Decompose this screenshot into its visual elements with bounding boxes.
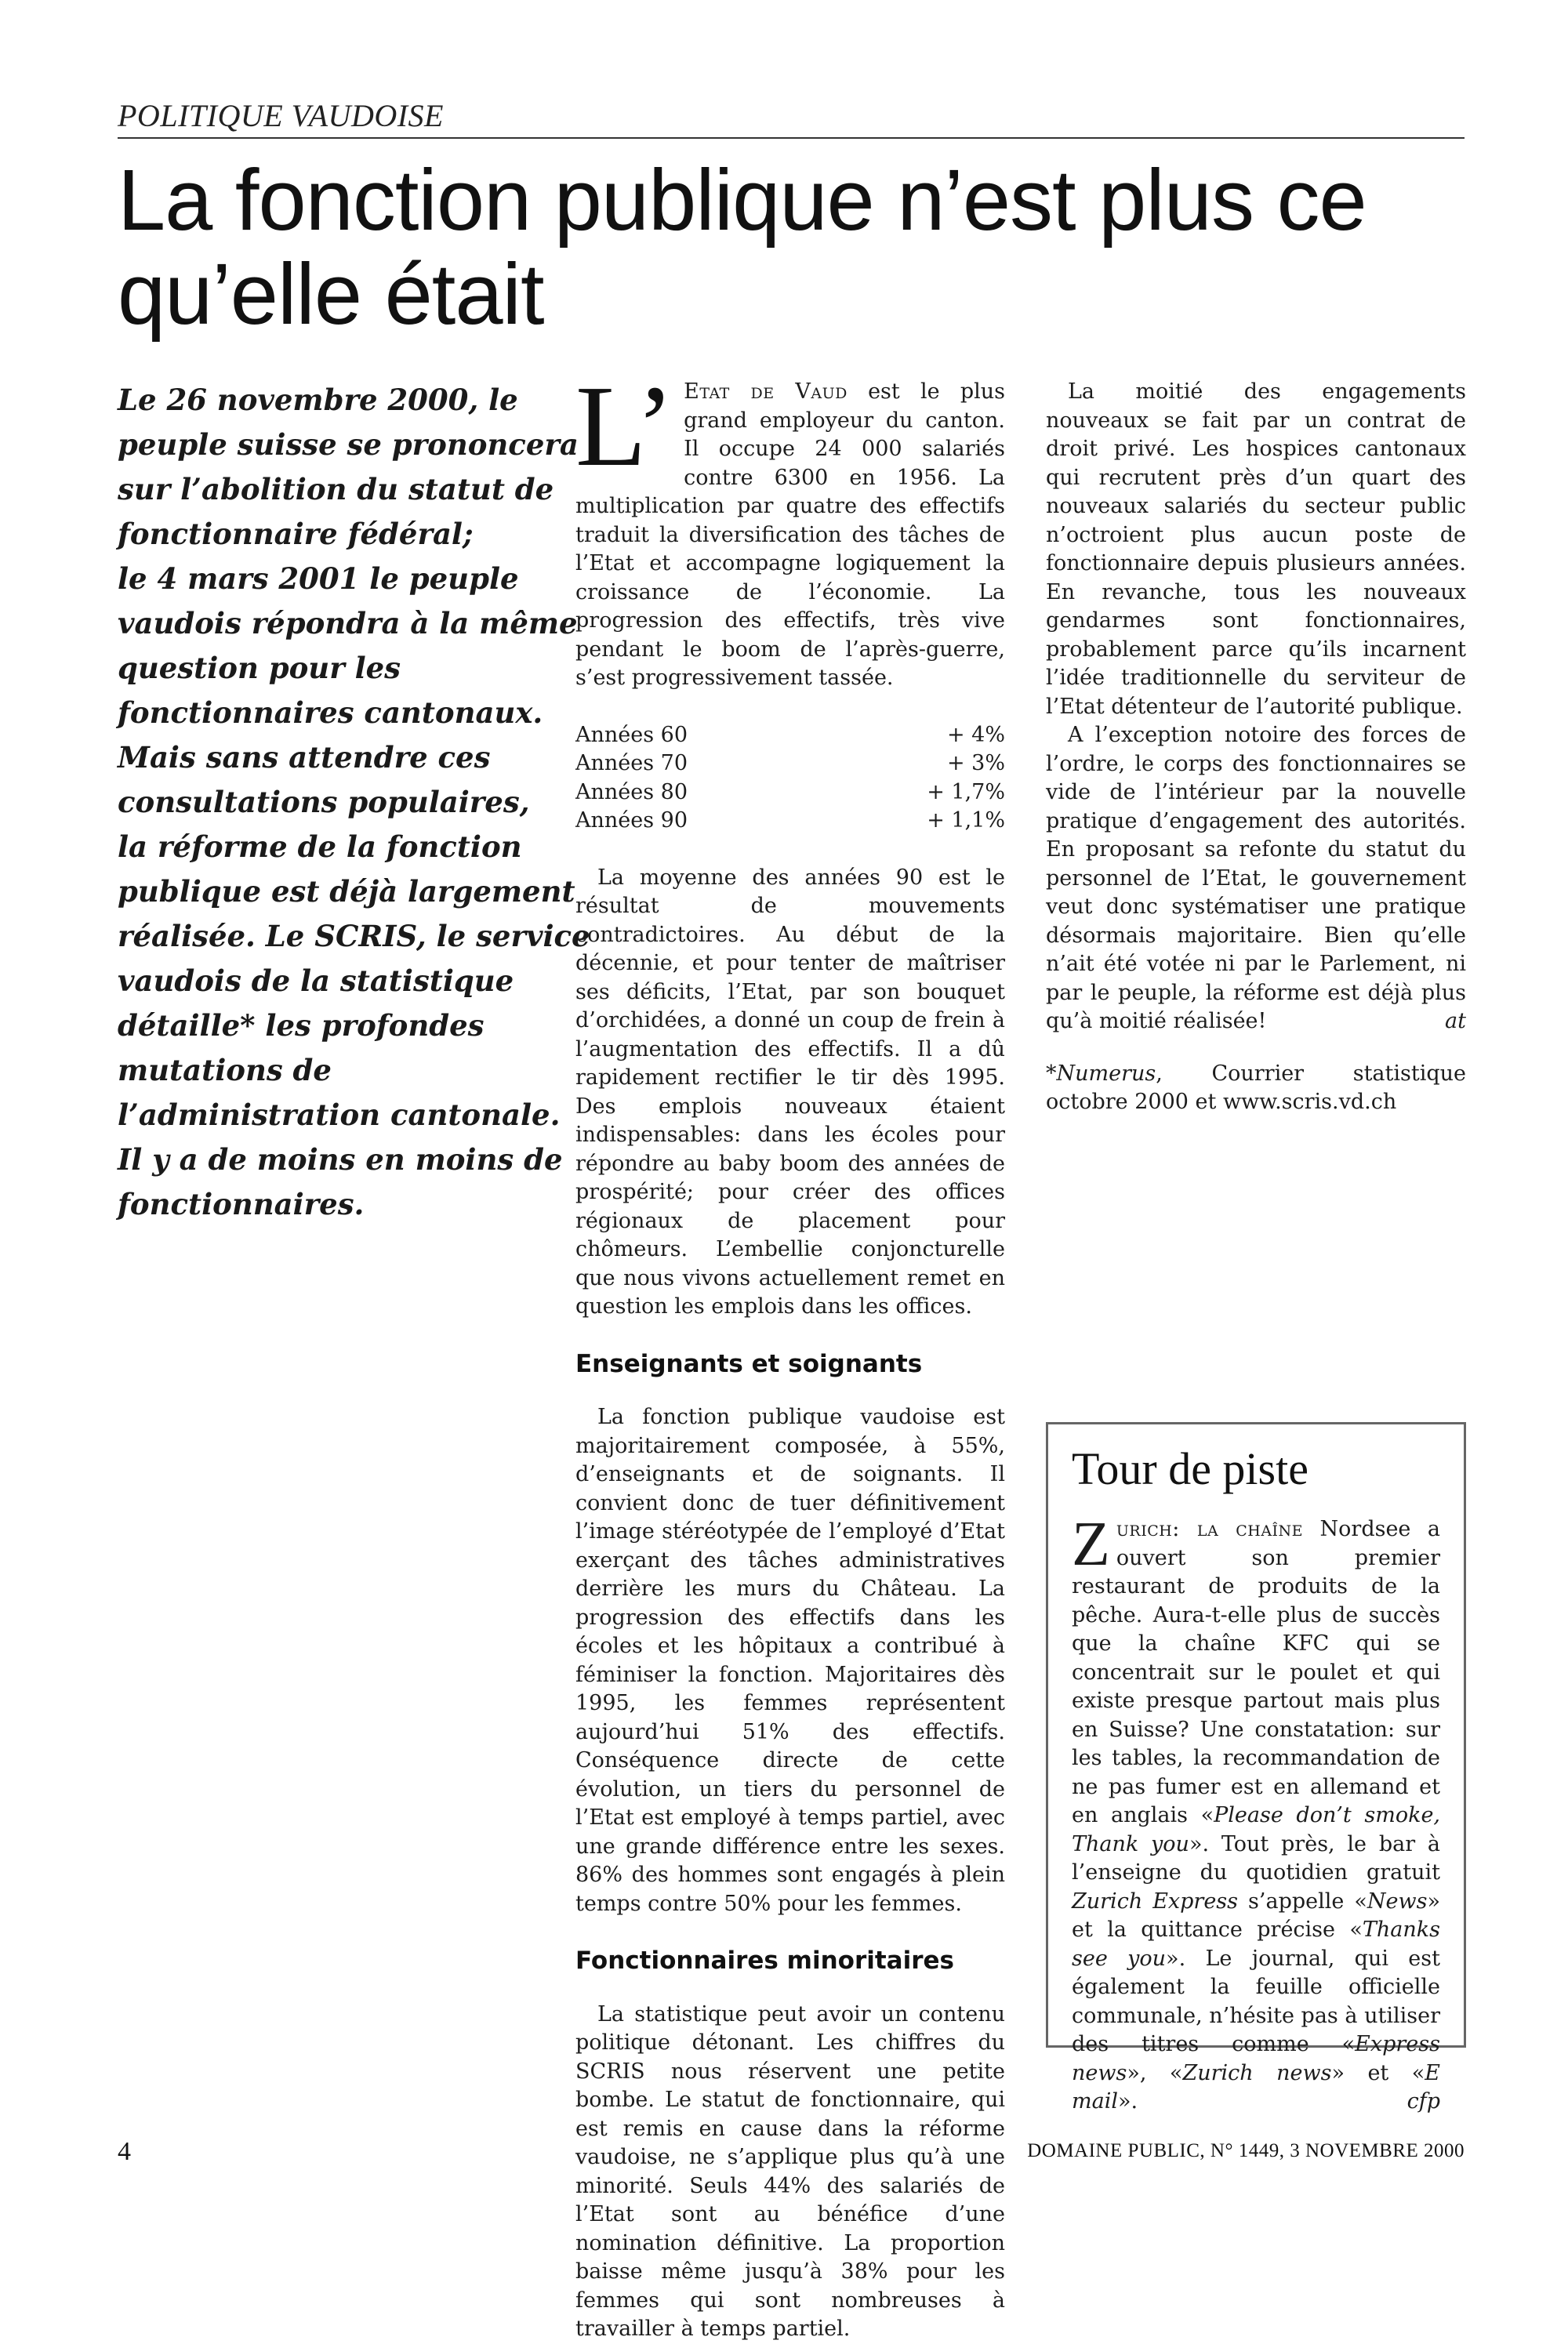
intro-smallcaps: urich: la chaîne xyxy=(1116,1517,1304,1541)
lead-line: réalisée. Le SCRIS, le service xyxy=(118,919,590,953)
article-column-right xyxy=(1046,378,1466,1117)
paragraph-text: est le plus grand employeur du canton. Il occupe 24 000 salariés contre 6300 en 1956. La multiplication par quatre des effectifs traduit la diversification des tâches de l’Etat et accompagne logiquement la croissance de l’économie. La progression des effectifs, très vive pendant le boom de l’après-guerre, s’est progressivement tassée. xyxy=(575,379,1005,690)
paragraph: La fonction publique vaudoise est majoritairement composée, à 55%, d’enseignants et de soignants. Il convient donc de tuer définitivement l’image stéréotypée de l’employé d’Etat exerçant des tâches administratives derrière les murs du Château. La progression des effectifs dans les écoles et les hôpitaux a contribué à féminiser la fonction. Majoritaires dès 1995, les femmes représentent aujourd’hui 51% des effectifs. Conséquence directe de cette évolution, un tiers du personnel de l’Etat est employé à temps partiel, avec une grande différence entre les sexes. 86% des hommes sont engagés à plein temps contre 50% pour les femmes. xyxy=(575,1405,1005,1916)
box-text-run: » et la quittance précise « xyxy=(1072,1889,1440,1942)
box-quote: Thanks see you xyxy=(1072,1918,1440,1971)
box-quote: Express news xyxy=(1072,2032,1440,2085)
sidebar-box-text xyxy=(1072,1510,1441,2117)
lead-line: fonctionnaires cantonaux. xyxy=(118,695,543,730)
lead-line: le 4 mars 2001 le peuple xyxy=(118,561,519,596)
lead-line: Le 26 novembre 2000, le xyxy=(118,383,518,417)
stat-row xyxy=(575,807,1005,836)
header-rule xyxy=(118,137,1465,139)
lead-line: mutations de xyxy=(118,1053,332,1087)
paragraph: La moitié des engagements nouveaux se fait par un contrat de droit privé. Les hospices cantonaux qui recrutent près d’un quart des nouveaux salariés du secteur public n’octroient plus aucun poste de fonctionnaire depuis plusieurs années. En revanche, tous les nouveaux gendarmes sont fonctionnaires, probablement parce qu’ils incarnent l’idée traditionnelle du serviteur de l’Etat détenteur de l’autorité publique. xyxy=(1046,379,1466,719)
lead-line: consultations populaires, xyxy=(118,785,530,819)
stat-value: + 3% xyxy=(946,751,1005,775)
stat-row xyxy=(575,749,1005,778)
lead-line: question pour les xyxy=(118,651,401,685)
lead-line: publique est déjà largement xyxy=(118,874,575,909)
drop-cap: Z xyxy=(1072,1510,1110,1579)
box-quote: Zurich Express xyxy=(1072,1889,1239,1914)
stat-value: + 1,1% xyxy=(927,808,1005,833)
stat-value: + 4% xyxy=(946,722,1005,747)
article-intro-paragraph xyxy=(575,362,1005,693)
article-column-middle xyxy=(575,362,1005,2344)
page-number: 4 xyxy=(118,2137,131,2166)
lead-line: vaudois de la statistique xyxy=(118,963,514,998)
article-title: La fonction publique n’est plus ce qu’elle était xyxy=(118,152,1367,343)
footnote-mark: * xyxy=(1046,1061,1057,1086)
paragraph: La moyenne des années 90 est le résultat de mouvements contradictoires. Au début de la décennie, et pour tenter de maîtriser ses déficits, l’Etat, par son bouquet d’orchidées, a donné un coup de frein à l’augmentation des effectifs. Il a dû rapidement rectifier le tir dès 1995. Des emplois nouveaux étaient indispensables: dans les écoles pour répondre au baby boom des années de prospérité; pour créer des offices régionaux de placement pour chômeurs. L’embellie conjoncturelle que nous vivons actuellement remet en question les emplois dans les offices. xyxy=(575,865,1005,1319)
footnote-publication: Numerus xyxy=(1056,1061,1156,1086)
footnote xyxy=(1046,1060,1466,1117)
subheading-teachers-carers: Enseignants et soignants xyxy=(575,1349,923,1378)
box-quote: E mail xyxy=(1072,2060,1440,2114)
growth-stats-list xyxy=(575,721,1005,836)
box-text-run: ». xyxy=(1117,2089,1138,2114)
box-text-run: ». Le journal, qui est également la feuille officielle communale, n’hésite pas à utiliser des titres comme « xyxy=(1072,1946,1440,2056)
author-signature: at xyxy=(1445,1009,1466,1033)
stat-row xyxy=(575,778,1005,807)
lead-line: Mais sans attendre ces xyxy=(118,740,491,775)
lead-line: Il y a de moins en moins de xyxy=(118,1142,563,1177)
paragraph-text: A l’exception notoire des forces de l’ordre, le corps des fonctionnaires se vide de l’intérieur par la nouvelle pratique d’engagement des autorités. En proposant sa refonte du statut du personnel de l’Etat, le gouvernement veut donc systématiser une pratique désormais majoritaire. Bien qu’elle n’ait été votée ni par le Parlement, ni par le peuple, la réforme est déjà plus qu’à moitié réalisée! xyxy=(1046,723,1466,1033)
issue-line: DOMAINE PUBLIC, N° 1449, 3 NOVEMBRE 2000 xyxy=(1027,2140,1465,2161)
box-quote: News xyxy=(1367,1889,1428,1914)
intro-smallcaps: Etat de Vaud xyxy=(684,379,848,404)
footnote-text: , Courrier statistique octobre 2000 et www.scris.vd.ch xyxy=(1046,1061,1466,1114)
lead-line: détaille* les profondes xyxy=(118,1008,485,1043)
lead-line: peuple suisse se prononcera xyxy=(118,427,579,462)
stat-label: Années 60 xyxy=(575,722,688,747)
box-text-run: », « xyxy=(1127,2060,1183,2085)
lead-line: fonctionnaires. xyxy=(118,1187,365,1221)
lead-line: fonctionnaire fédéral; xyxy=(118,517,474,551)
box-text-run: ». Tout près, le bar à l’enseigne du quotidien gratuit xyxy=(1072,1831,1440,1885)
lead-line: vaudois répondra à la même xyxy=(118,606,578,640)
stat-label: Années 70 xyxy=(575,751,688,775)
box-quote: Please don’t smoke, Thank you xyxy=(1072,1803,1441,1856)
drop-cap: L’ xyxy=(575,362,675,491)
stat-value: + 1,7% xyxy=(927,779,1005,804)
author-signature: cfp xyxy=(1406,2089,1440,2114)
stat-row xyxy=(575,721,1005,750)
subheading-minority-officials: Fonctionnaires minoritaires xyxy=(575,1947,954,1975)
section-rubric: POLITIQUE VAUDOISE xyxy=(118,98,444,133)
box-text-run: » et « xyxy=(1331,2060,1425,2085)
paragraph: La statistique peut avoir un contenu politique détonant. Les chiffres du SCRIS nous réservent une petite bombe. Le statut de fonctionnaire, qui est remis en cause dans la réforme vaudoise, ne s’applique plus qu’à une minorité. Seuls 44% des salariés de l’Etat sont au bénéfice d’une nomination définitive. La proportion baisse même jusqu’à 38% pour les femmes qui sont nombreuses à travailler à temps partiel. xyxy=(575,2001,1005,2341)
stat-label: Années 80 xyxy=(575,779,688,804)
sidebar-box-title: Tour de piste xyxy=(1072,1443,1308,1494)
box-text-run: s’appelle « xyxy=(1238,1889,1367,1914)
box-text-run: Nordsee a ouvert son premier restaurant de produits de la pêche. Aura-t-elle plus de succès que la chaîne KFC qui se concentrait sur le poulet et qui existe presque partout mais plus en Suisse? Une constatation: sur les tables, la recommandation de ne pas fumer est en allemand et en anglais « xyxy=(1072,1517,1440,1827)
lead-paragraph xyxy=(118,378,590,1227)
paragraph xyxy=(1046,721,1466,1036)
box-quote: Zurich news xyxy=(1182,2060,1332,2085)
lead-line: la réforme de la fonction xyxy=(118,829,522,864)
lead-line: l’administration cantonale. xyxy=(118,1098,561,1132)
lead-line: sur l’abolition du statut de xyxy=(118,472,554,506)
sidebar-box-tour-de-piste xyxy=(1046,1422,1466,2114)
stat-label: Années 90 xyxy=(575,808,688,833)
